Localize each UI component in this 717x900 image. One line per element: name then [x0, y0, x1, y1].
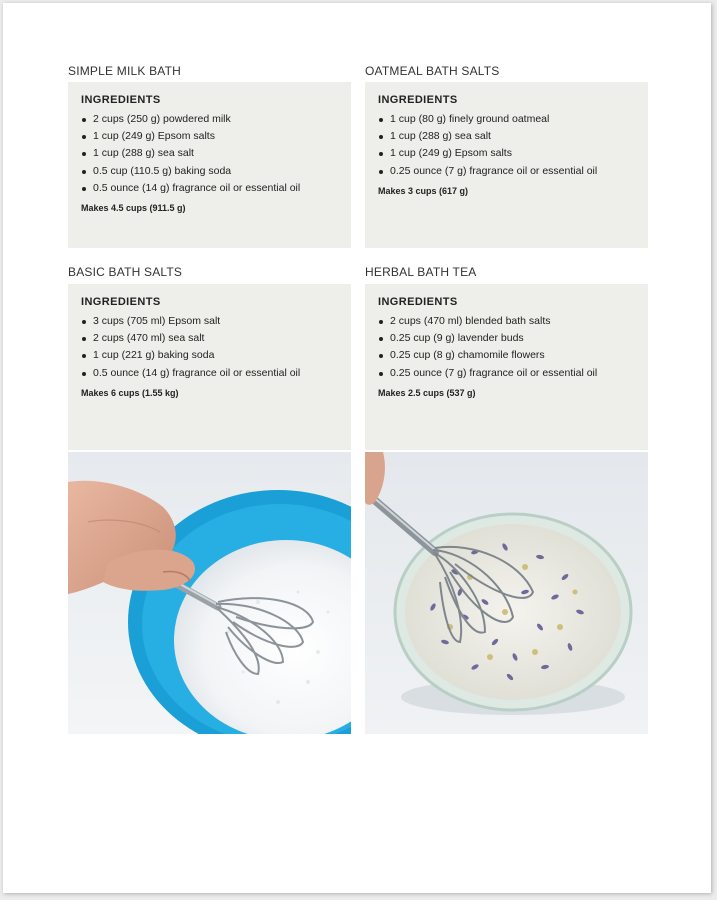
- ingredient-list: [81, 313, 346, 382]
- ingredient-item: 2 cups (470 ml) sea salt: [81, 330, 346, 347]
- yield-text: Makes 4.5 cups (911.5 g): [81, 203, 186, 213]
- ingredients-heading: INGREDIENTS: [81, 296, 161, 308]
- ingredient-item: 1 cup (80 g) finely ground oatmeal: [378, 111, 643, 128]
- ingredient-item: 1 cup (249 g) Epsom salts: [378, 145, 643, 162]
- recipe-card-herbal-bath-tea: [365, 284, 648, 450]
- ingredient-item: 1 cup (288 g) sea salt: [378, 128, 643, 145]
- photo-herbal-bath-tea-glass-bowl: [365, 452, 648, 734]
- ingredient-item: 2 cups (250 g) powdered milk: [81, 111, 346, 128]
- ingredient-item: 1 cup (288 g) sea salt: [81, 145, 346, 162]
- document-page: [3, 3, 711, 893]
- recipe-card-basic-bath-salts: [68, 284, 351, 450]
- ingredient-item: 0.25 ounce (7 g) fragrance oil or essential oil: [378, 163, 643, 180]
- ingredient-item: 0.5 cup (110.5 g) baking soda: [81, 163, 346, 180]
- ingredient-item: 3 cups (705 ml) Epsom salt: [81, 313, 346, 330]
- ingredient-list: [81, 111, 346, 197]
- recipe-card-simple-milk-bath: [68, 82, 351, 248]
- ingredient-item: 0.25 ounce (7 g) fragrance oil or essential oil: [378, 365, 643, 382]
- yield-text: Makes 6 cups (1.55 kg): [81, 388, 179, 398]
- ingredient-list: [378, 111, 643, 180]
- yield-text: Makes 2.5 cups (537 g): [378, 388, 476, 398]
- recipe-title-herbal-bath-tea: HERBAL BATH TEA: [365, 265, 477, 279]
- recipe-title-oatmeal-bath-salts: OATMEAL BATH SALTS: [365, 64, 500, 78]
- ingredient-item: 0.25 cup (9 g) lavender buds: [378, 330, 643, 347]
- recipe-title-simple-milk-bath: SIMPLE MILK BATH: [68, 64, 182, 78]
- ingredients-heading: INGREDIENTS: [81, 94, 161, 106]
- ingredient-list: [378, 313, 643, 382]
- ingredient-item: 1 cup (249 g) Epsom salts: [81, 128, 346, 145]
- ingredient-item: 1 cup (221 g) baking soda: [81, 347, 346, 364]
- ingredients-heading: INGREDIENTS: [378, 94, 458, 106]
- ingredient-item: 0.25 cup (8 g) chamomile flowers: [378, 347, 643, 364]
- photo-bath-salts-blue-bowl: [68, 452, 351, 734]
- yield-text: Makes 3 cups (617 g): [378, 186, 469, 196]
- ingredient-item: 0.5 ounce (14 g) fragrance oil or essential oil: [81, 180, 346, 197]
- ingredients-heading: INGREDIENTS: [378, 296, 458, 308]
- recipe-card-oatmeal-bath-salts: [365, 82, 648, 248]
- recipe-title-basic-bath-salts: BASIC BATH SALTS: [68, 265, 183, 279]
- ingredient-item: 2 cups (470 ml) blended bath salts: [378, 313, 643, 330]
- ingredient-item: 0.5 ounce (14 g) fragrance oil or essential oil: [81, 365, 346, 382]
